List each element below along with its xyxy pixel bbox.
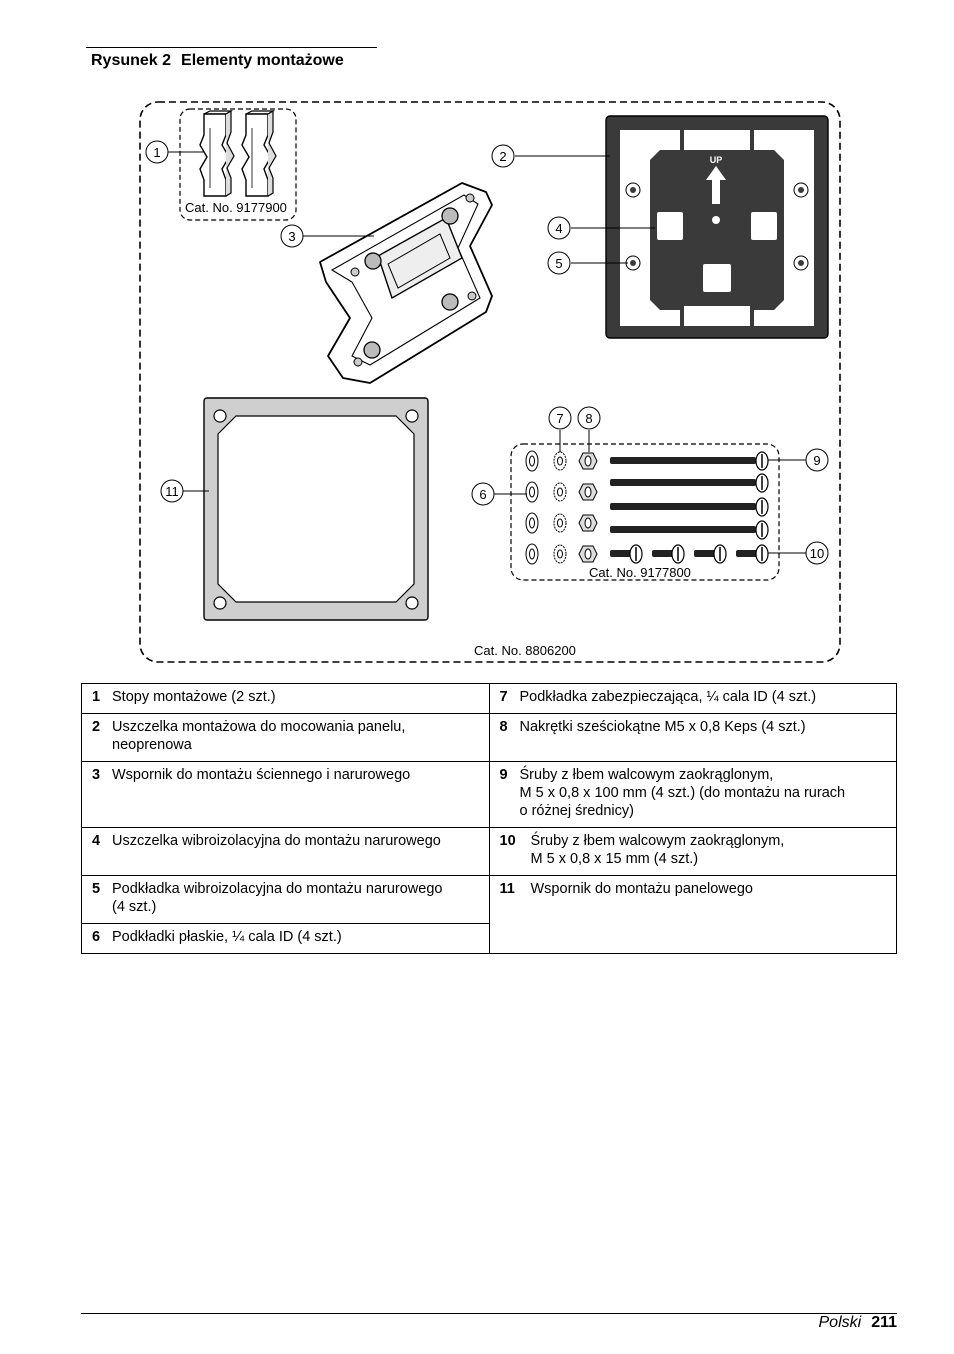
panel-bracket — [204, 398, 428, 620]
svg-text:9: 9 — [813, 453, 821, 468]
legend-cell — [489, 828, 897, 876]
callout-9 — [806, 449, 828, 471]
long-screws — [610, 452, 768, 539]
mounting-foot — [242, 111, 276, 196]
footer-language: Polski — [818, 1314, 862, 1331]
item-description: Podkładka zabezpieczająca, ¼ cala ID (4 szt.) — [519, 689, 817, 705]
legend-cell — [489, 684, 897, 714]
short-screws — [610, 545, 768, 563]
svg-text:1: 1 — [153, 145, 161, 160]
callout-7 — [549, 407, 571, 429]
svg-text:3: 3 — [288, 229, 296, 244]
feet-cat-number: Cat. No. 9177900 — [185, 200, 287, 215]
item-number: 7 — [499, 689, 508, 705]
item-description: Podkładki płaskie, ¼ cala ID (4 szt.) — [112, 929, 342, 945]
item-number: 4 — [92, 833, 101, 849]
callout-8 — [578, 407, 600, 429]
legend-cell — [82, 876, 490, 924]
mounting-foot — [200, 111, 234, 196]
svg-text:8: 8 — [585, 411, 593, 426]
legend-cell — [489, 876, 897, 954]
lock-washers — [554, 452, 566, 563]
figure-title: Elementy montażowe — [181, 52, 344, 69]
item-description: Stopy montażowe (2 szt.) — [112, 689, 276, 705]
legend-row — [82, 714, 897, 762]
callout-4 — [548, 217, 570, 239]
legend-row — [82, 684, 897, 714]
svg-text:4: 4 — [555, 221, 563, 236]
svg-text:5: 5 — [555, 256, 563, 271]
svg-text:6: 6 — [479, 487, 487, 502]
callout-2 — [492, 145, 514, 167]
item-description: Wspornik do montażu ściennego i narurowego — [112, 767, 411, 783]
item-number: 1 — [92, 689, 101, 705]
hex-nuts — [579, 453, 597, 562]
svg-text:10: 10 — [809, 546, 825, 561]
item-number: 5 — [92, 881, 101, 897]
item-description: Śruby z łbem walcowym zaokrąglonym, M 5 x 0,8 x 100 mm (4 szt.) (do montażu na rurach o różnej średnicy) — [519, 767, 846, 819]
legend-cell — [82, 924, 490, 954]
footer-rule — [81, 1313, 897, 1314]
legend-row — [82, 828, 897, 876]
item-description: Podkładka wibroizolacyjna do montażu narurowego (4 szt.) — [112, 881, 443, 915]
item-description: Uszczelka wibroizolacyjna do montażu narurowego — [112, 833, 441, 849]
callout-1 — [146, 141, 168, 163]
item-number: 8 — [499, 719, 508, 735]
wall-pipe-bracket — [320, 183, 492, 383]
item-number: 2 — [92, 719, 101, 735]
legend-cell — [82, 714, 490, 762]
callout-5 — [548, 252, 570, 274]
panel-gasket — [606, 116, 828, 338]
callout-10 — [806, 542, 828, 564]
item-number: 6 — [92, 929, 101, 945]
legend-cell — [489, 714, 897, 762]
legend-row — [82, 762, 897, 828]
callout-6 — [472, 483, 494, 505]
legend-cell — [82, 828, 490, 876]
up-label: UP — [709, 155, 723, 165]
item-number: 9 — [499, 767, 508, 783]
callout-3 — [281, 225, 303, 247]
item-number: 10 — [499, 833, 516, 849]
parts-legend-table — [81, 683, 897, 954]
item-number: 11 — [499, 881, 515, 897]
item-description: Śruby z łbem walcowym zaokrąglonym, M 5 x 0,8 x 15 mm (4 szt.) — [530, 833, 785, 867]
legend-cell — [489, 762, 897, 828]
callout-11 — [161, 480, 183, 502]
page-number: 211 — [871, 1314, 897, 1331]
item-description: Uszczelka montażowa do mocowania panelu, neoprenowa — [112, 719, 406, 753]
legend-row — [82, 876, 897, 924]
item-number: 3 — [92, 767, 101, 783]
svg-text:11: 11 — [165, 484, 179, 499]
item-description: Nakrętki sześciokątne M5 x 0,8 Keps (4 szt.) — [519, 719, 806, 735]
hardware-group-outline — [511, 444, 779, 580]
flat-washers — [526, 451, 538, 564]
page-footer — [819, 1314, 898, 1332]
figure-number: Rysunek 2 — [91, 52, 172, 69]
svg-text:7: 7 — [556, 411, 564, 426]
hardware-cat-number: Cat. No. 9177800 — [589, 565, 691, 580]
legend-cell — [82, 684, 490, 714]
legend-cell — [82, 762, 490, 828]
item-description: Wspornik do montażu panelowego — [530, 881, 753, 897]
kit-cat-number: Cat. No. 8806200 — [474, 643, 576, 658]
svg-text:2: 2 — [499, 149, 507, 164]
